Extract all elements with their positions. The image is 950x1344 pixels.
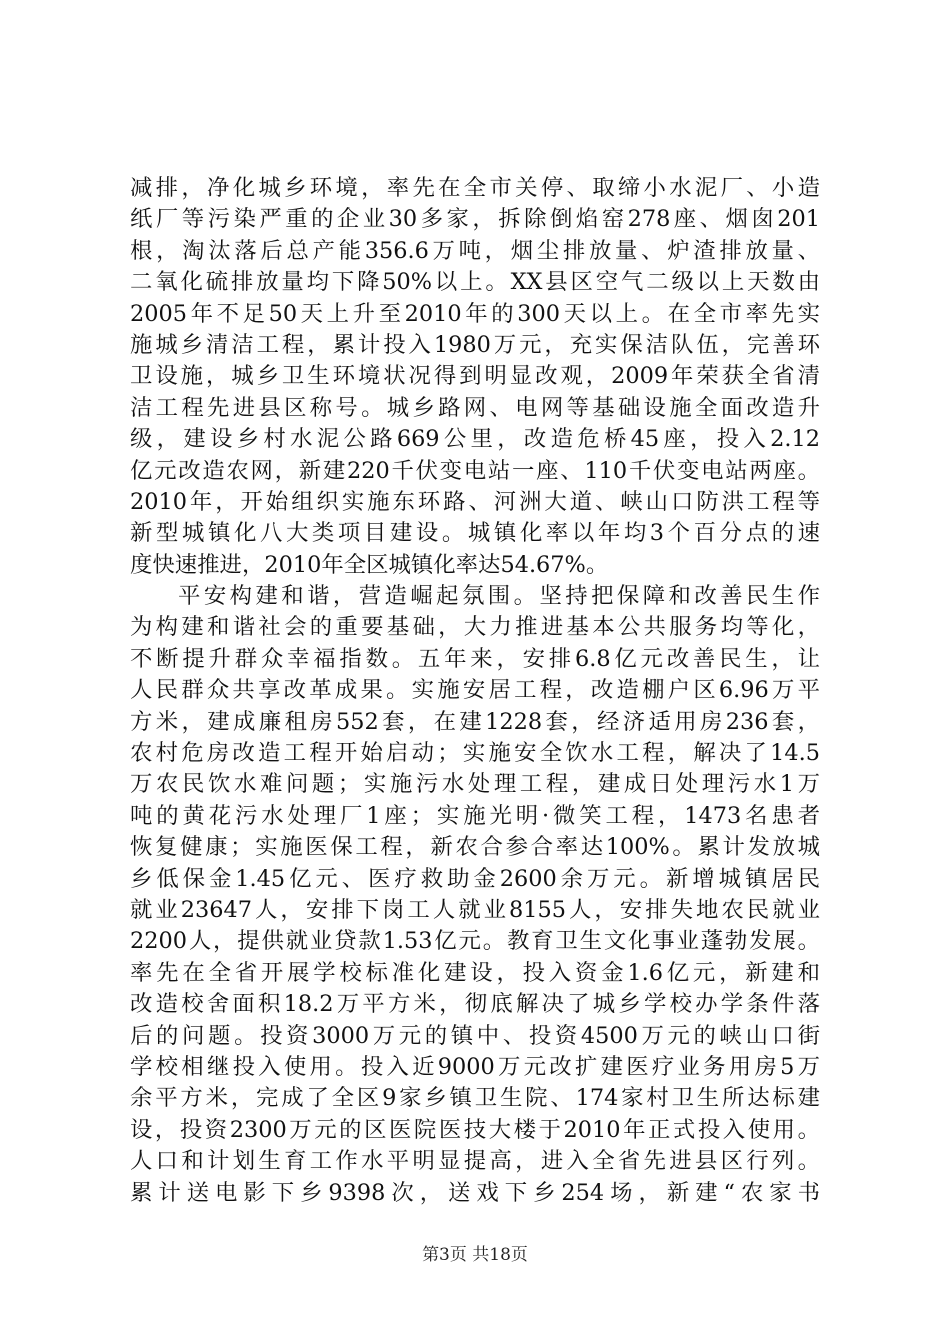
text-line: 级，建设乡村水泥公路669公里，改造危桥45座，投入2.12 bbox=[130, 426, 820, 453]
text-line: 洁工程先进县区称号。城乡路网、电网等基础设施全面改造升 bbox=[130, 394, 820, 421]
text-line: 余平方米，完成了全区9家乡镇卫生院、174家村卫生所达标建 bbox=[130, 1085, 820, 1112]
text-line: 改造校舍面积18.2万平方米，彻底解决了城乡学校办学条件落 bbox=[130, 991, 820, 1018]
text-line: 2010年，开始组织实施东环路、河洲大道、峡山口防洪工程等 bbox=[130, 488, 820, 515]
text-line: 设，投资2300万元的区医院医技大楼于2010年正式投入使用。 bbox=[130, 1116, 820, 1143]
text-line: 吨的黄花污水处理厂1座；实施光明·微笑工程，1473名患者 bbox=[130, 802, 820, 829]
text-line: 2005年不足50天上升至2010年的300天以上。在全市率先实 bbox=[130, 300, 820, 327]
paragraph-start-line: 平安构建和谐，营造崛起氛围。坚持把保障和改善民生作 bbox=[178, 583, 820, 610]
text-line: 乡低保金1.45亿元、医疗救助金2600余万元。新增城镇居民 bbox=[130, 865, 820, 892]
text-line: 卫设施，城乡卫生环境状况得到明显改观，2009年荣获全省清 bbox=[130, 363, 820, 390]
text-line: 不断提升群众幸福指数。五年来，安排6.8亿元改善民生，让 bbox=[130, 645, 820, 672]
text-line: 为构建和谐社会的重要基础，大力推进基本公共服务均等化， bbox=[130, 614, 820, 641]
text-line: 减排，净化城乡环境，率先在全市关停、取缔小水泥厂、小造 bbox=[130, 175, 820, 201]
text-line: 人口和计划生育工作水平明显提高，进入全省先进县区行列。 bbox=[130, 1148, 820, 1175]
text-line: 二氧化硫排放量均下降50%以上。XX县区空气二级以上天数由 bbox=[130, 269, 820, 296]
text-line: 新型城镇化八大类项目建设。城镇化率以年均3个百分点的速 bbox=[130, 520, 820, 547]
text-line: 农村危房改造工程开始启动；实施安全饮水工程，解决了14.5 bbox=[130, 740, 820, 767]
text-line: 亿元改造农网，新建220千伏变电站一座、110千伏变电站两座。 bbox=[130, 457, 820, 484]
text-line: 人民群众共享改革成果。实施安居工程，改造棚户区6.96万平 bbox=[130, 677, 820, 704]
text-line: 纸厂等污染严重的企业30多家，拆除倒焰窑278座、烟囱201 bbox=[130, 206, 820, 233]
text-line: 万农民饮水难问题；实施污水处理工程，建成日处理污水1万 bbox=[130, 771, 820, 798]
text-line: 学校相继投入使用。投入近9000万元改扩建医疗业务用房5万 bbox=[130, 1053, 820, 1080]
text-line: 率先在全省开展学校标准化建设，投入资金1.6亿元，新建和 bbox=[130, 959, 820, 986]
text-line: 施城乡清洁工程，累计投入1980万元，充实保洁队伍，完善环 bbox=[130, 331, 820, 358]
text-line: 就业23647人，安排下岗工人就业8155人，安排失地农民就业 bbox=[130, 896, 820, 923]
text-line: 方米，建成廉租房552套，在建1228套，经济适用房236套， bbox=[130, 708, 820, 735]
paragraph-end-line: 度快速推进，2010年全区城镇化率达54.67%。 bbox=[130, 551, 609, 578]
text-line: 恢复健康；实施医保工程，新农合参合率达100%。累计发放城 bbox=[130, 834, 820, 861]
text-line: 根，淘汰落后总产能356.6万吨，烟尘排放量、炉渣排放量、 bbox=[130, 237, 820, 264]
text-line: 后的问题。投资3000万元的镇中、投资4500万元的峡山口街 bbox=[130, 1022, 820, 1049]
text-line: 2200人，提供就业贷款1.53亿元。教育卫生文化事业蓬勃发展。 bbox=[130, 928, 820, 955]
text-line: 累计送电影下乡9398次，送戏下乡254场，新建“农家书 bbox=[130, 1179, 820, 1206]
body-text bbox=[130, 173, 820, 1209]
page-footer: 第3页 共18页 bbox=[422, 1245, 528, 1265]
